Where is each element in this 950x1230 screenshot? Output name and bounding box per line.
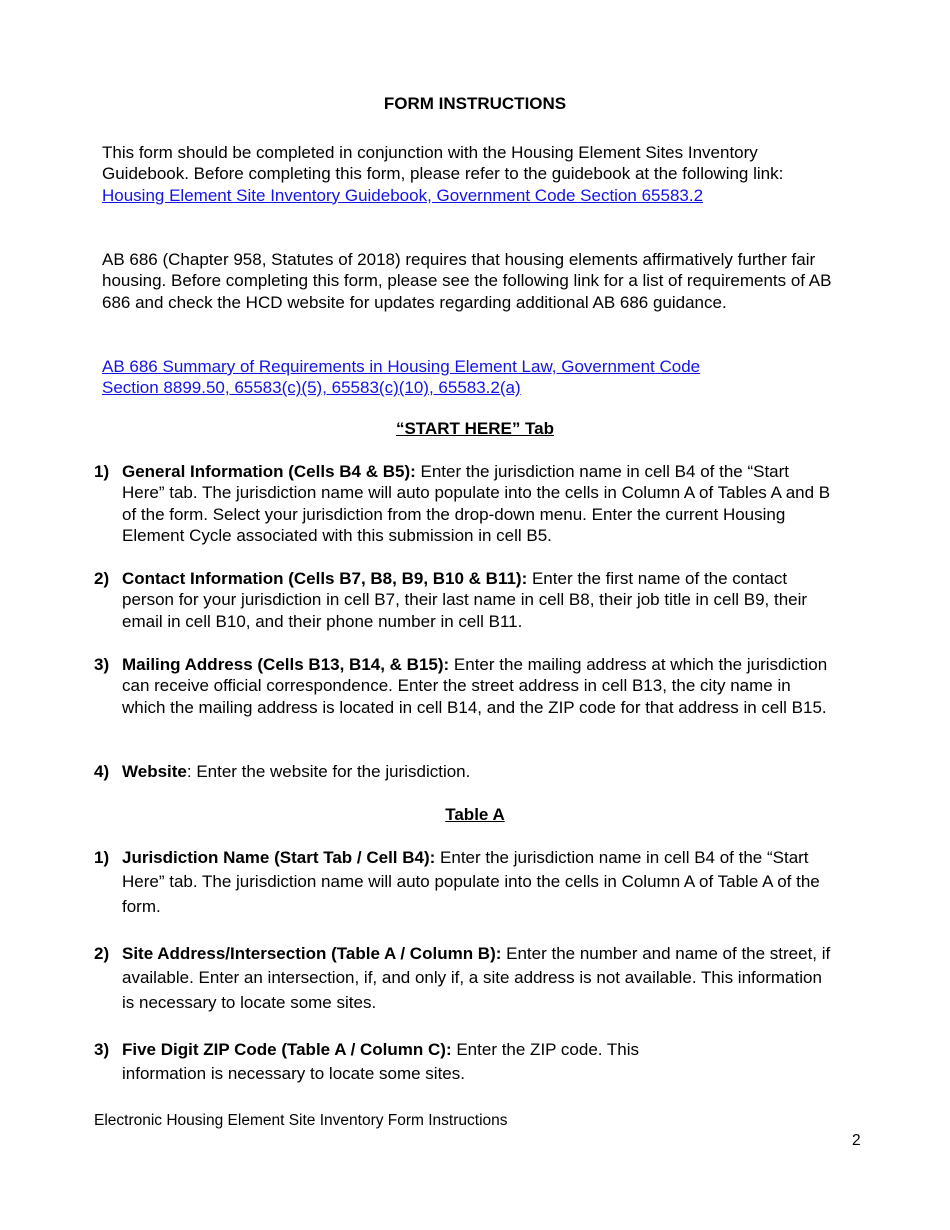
item-text: Enter the number and name of the street, if available. Enter an intersection, if, and only if, a site address is not available. This information is necessary to locate some sites. (122, 944, 831, 1012)
item-number: 2) (94, 944, 110, 963)
item-number: 2) (94, 569, 110, 588)
item-text: Enter the ZIP code. This information is necessary to locate some sites. (122, 1040, 640, 1084)
item-label: General Information (Cells B4 & B5): (122, 462, 416, 481)
item-label: Contact Information (Cells B7, B8, B9, B10 & B11): (122, 569, 528, 588)
ab686-link-block (102, 356, 842, 399)
guidebook-link[interactable]: Housing Element Site Inventory Guidebook, Government Code Section 65583.2 (102, 185, 704, 205)
intro-text: This form should be completed in conjunction with the Housing Element Sites Inventory Guidebook. Before completing this form, please refer to the guidebook at the following link: (102, 143, 784, 184)
item-number: 1) (94, 462, 110, 481)
item-text: Enter the jurisdiction name in cell B4 of the “Start Here” tab. The jurisdiction name will auto populate into the cells in Column A of Tables A and B of the form. Select your jurisdiction from the drop-down menu. Enter the current Housing Element Cycle associated with this submission in cell B5. (122, 462, 831, 545)
table-a-item-2 (94, 942, 834, 1015)
item-number: 1) (94, 848, 110, 867)
table-a-item-1 (94, 846, 834, 919)
ab686-link-line1: AB 686 Summary of Requirements in Housing Element Law, Government Code (102, 357, 701, 376)
ab686-link-line2: Section 8899.50, 65583(c)(5), 65583(c)(10), 65583.2(a) (102, 378, 521, 398)
item-number: 3) (94, 1040, 110, 1059)
page-title: FORM INSTRUCTIONS (383, 94, 567, 113)
item-text: Enter the first name of the contact person for your jurisdiction in cell B7, their last name in cell B8, their job title in cell B9, their email in cell B10, and their phone number in cell B11. (122, 569, 808, 631)
item-text: Enter the jurisdiction name in cell B4 of the “Start Here” tab. The jurisdiction name will auto populate into the cells in Column A of Table A of the form. (122, 848, 820, 916)
item-label: Website (122, 762, 187, 781)
start-item-2 (94, 568, 834, 632)
table-a-item-3 (94, 1038, 704, 1087)
intro-paragraph (102, 142, 842, 206)
item-text: : Enter the website for the jurisdiction. (186, 762, 471, 781)
item-label: Jurisdiction Name (Start Tab / Cell B4): (122, 848, 436, 867)
footer-text: Electronic Housing Element Site Inventory Form Instructions (94, 1112, 508, 1129)
ab686-paragraph: AB 686 (Chapter 958, Statutes of 2018) requires that housing elements affirmatively further fair housing. Before completing this form, please see the following link for a list of requirements of AB 686 and check the HCD website for updates regarding additional AB 686 guidance. (102, 250, 832, 312)
start-item-4 (94, 761, 834, 782)
start-here-heading: “START HERE” Tab (395, 419, 555, 438)
table-a-heading: Table A (445, 805, 505, 824)
ab686-summary-link[interactable] (102, 357, 700, 397)
item-label: Site Address/Intersection (Table A / Column B): (122, 944, 502, 963)
start-item-1 (94, 461, 834, 546)
item-label: Mailing Address (Cells B13, B14, & B15): (122, 655, 450, 674)
page-number: 2 (852, 1132, 861, 1149)
item-number: 4) (94, 762, 110, 781)
start-item-3 (94, 654, 834, 718)
item-text: Enter the mailing address at which the jurisdiction can receive official correspondence. Enter the street address in cell B13, the city name in which the mailing address is located in cell B14, and the ZIP code for that address in cell B15. (122, 655, 828, 717)
item-number: 3) (94, 655, 110, 674)
item-label: Five Digit ZIP Code (Table A / Column C): (122, 1040, 452, 1059)
